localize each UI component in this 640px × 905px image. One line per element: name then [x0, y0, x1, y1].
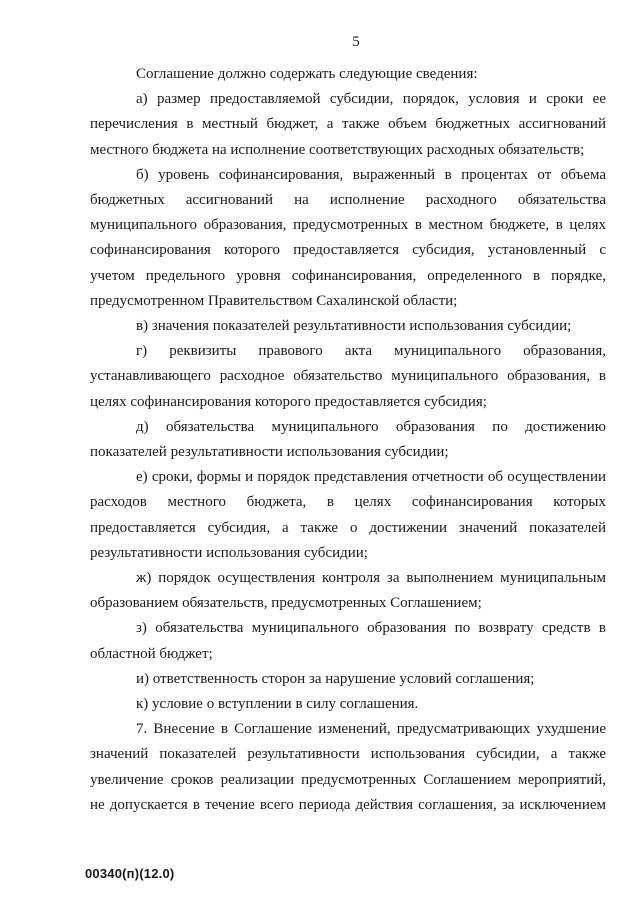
paragraph-item-b: б) уровень софинансирования, выраженный в процентах от объема бюджетных ассигнований на исполнение расходного обязательства муниципального образования, предусмотренных в местном бюджете, в целях софинансирования которого предоставляется субсидия, установленный с учетом предельного уровня софинансирования, определенного в порядке, предусмотренном Правительством Сахалинской области; — [90, 166, 606, 309]
paragraph-item-k: к) условие о вступлении в силу соглашения. — [136, 696, 419, 713]
paragraph-intro: Соглашение должно содержать следующие сведения: — [136, 66, 478, 82]
document-body — [90, 62, 606, 818]
paragraph-item-e: е) сроки, формы и порядок представления отчетности об осуществлении расходов местного бюджета, в целях софинансирования которых предоставляется субсидия, а также о достижении значений показателей результативности использования субсидии; — [90, 469, 606, 561]
page-number: 5 — [352, 34, 360, 50]
paragraph-item-i: и) ответственность сторон за нарушение условий соглашения; — [136, 670, 535, 687]
paragraph-item-v: в) значения показателей результативности использования субсидии; — [136, 318, 572, 335]
paragraph-item-g: г) реквизиты правового акта муниципального образования, устанавливающего расходное обязательство муниципального образования, в целях софинансирования которого предоставляется субсидия; — [90, 343, 606, 410]
paragraph-section-7: 7. Внесение в Соглашение изменений, предусматривающих ухудшение значений показателей результативности использования субсидии, а также увеличение сроков реализации предусмотренных Соглашением мероприятий, не допускается в течение всего периода действия соглашения, за исключением — [90, 721, 606, 813]
document-code: 00340(п)(12.0) — [85, 866, 175, 881]
paragraph-item-zh: ж) порядок осуществления контроля за выполнением муниципальным образованием обязательств, предусмотренных Соглашением; — [90, 570, 606, 612]
paragraph-item-d: д) обязательства муниципального образования по достижению показателей результативности использования субсидии; — [90, 418, 606, 461]
paragraph-item-a: а) размер предоставляемой субсидии, порядок, условия и сроки ее перечисления в местный бюджет, а также объем бюджетных ассигнований местного бюджета на исполнение соответствующих расходных обязательств; — [90, 91, 606, 158]
paragraph-item-z: з) обязательства муниципального образования по возврату средств в областной бюджет; — [90, 620, 606, 662]
